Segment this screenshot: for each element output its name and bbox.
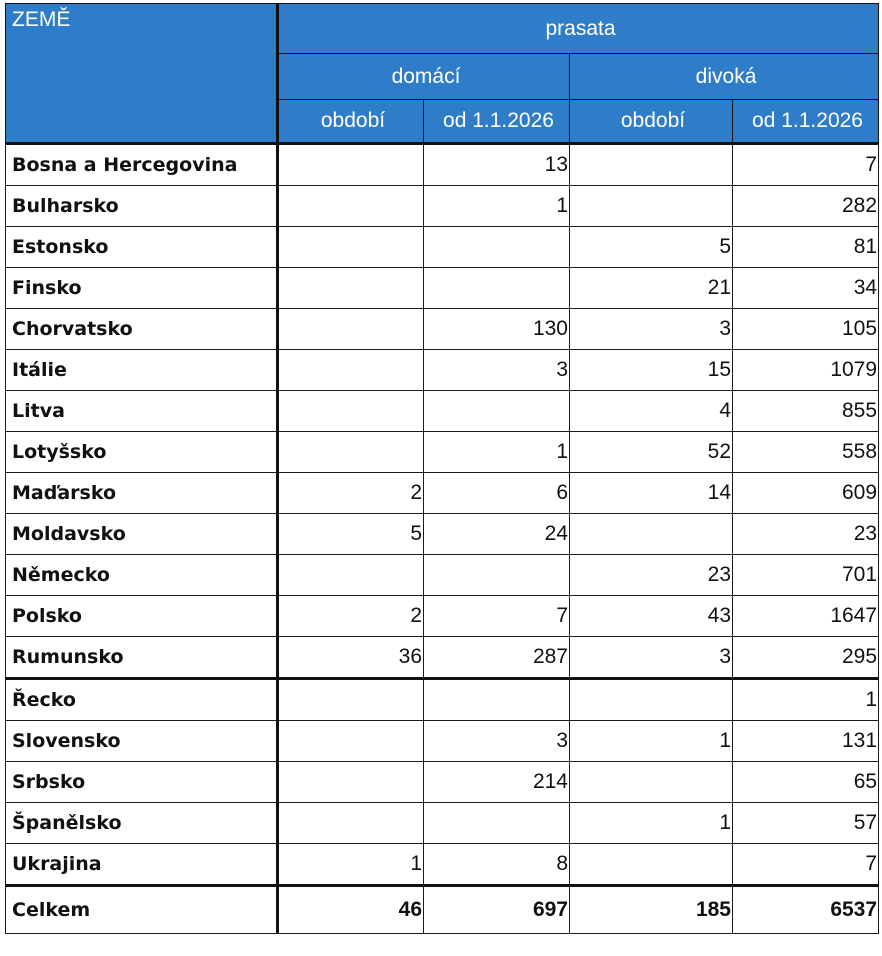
domestic-subgroup-header: domácí [278, 54, 570, 100]
outbreak-table [5, 3, 879, 934]
country-name: Chorvatsko [6, 309, 278, 350]
value-cell: 1647 [733, 596, 879, 637]
value-cell [278, 309, 424, 350]
value-cell: 1079 [733, 350, 879, 391]
value-cell [424, 555, 570, 596]
value-cell: 1 [278, 844, 424, 886]
value-cell: 23 [733, 514, 879, 555]
value-cell [424, 679, 570, 721]
country-name: Slovensko [6, 721, 278, 762]
value-cell [424, 391, 570, 432]
value-cell: 609 [733, 473, 879, 514]
value-cell: 1 [570, 721, 733, 762]
value-cell: 558 [733, 432, 879, 473]
country-name: Rumunsko [6, 637, 278, 679]
wild-subgroup-header: divoká [570, 54, 879, 100]
country-name: Řecko [6, 679, 278, 721]
country-name: Německo [6, 555, 278, 596]
total-row [6, 886, 879, 934]
value-cell: 81 [733, 227, 879, 268]
table-row [6, 514, 879, 555]
value-cell [570, 144, 733, 186]
value-cell [424, 268, 570, 309]
value-cell [278, 227, 424, 268]
total-value-cell: 697 [424, 886, 570, 934]
value-cell: 34 [733, 268, 879, 309]
table-row [6, 762, 879, 803]
country-name: Srbsko [6, 762, 278, 803]
country-name: Maďarsko [6, 473, 278, 514]
value-cell: 105 [733, 309, 879, 350]
value-cell: 287 [424, 637, 570, 679]
value-cell [278, 391, 424, 432]
value-cell: 14 [570, 473, 733, 514]
value-cell [570, 844, 733, 886]
value-cell: 6 [424, 473, 570, 514]
country-name: Estonsko [6, 227, 278, 268]
table-row [6, 679, 879, 721]
table-row [6, 473, 879, 514]
pigs-group-header: prasata [278, 4, 879, 54]
value-cell [278, 762, 424, 803]
value-cell [278, 144, 424, 186]
value-cell: 21 [570, 268, 733, 309]
value-cell [278, 679, 424, 721]
table-row [6, 432, 879, 473]
value-cell: 4 [570, 391, 733, 432]
total-value-cell: 185 [570, 886, 733, 934]
value-cell: 7 [424, 596, 570, 637]
total-value-cell: 46 [278, 886, 424, 934]
table-row [6, 596, 879, 637]
value-cell: 295 [733, 637, 879, 679]
table-row [6, 555, 879, 596]
header-row-group [6, 4, 879, 54]
value-cell: 7 [733, 144, 879, 186]
column-header-domestic-since: od 1.1.2026 [424, 100, 570, 144]
value-cell [278, 268, 424, 309]
value-cell [278, 432, 424, 473]
value-cell: 8 [424, 844, 570, 886]
country-name: Ukrajina [6, 844, 278, 886]
value-cell: 2 [278, 596, 424, 637]
table-row [6, 309, 879, 350]
total-value-cell: 6537 [733, 886, 879, 934]
value-cell: 130 [424, 309, 570, 350]
table-row [6, 803, 879, 844]
table-row [6, 844, 879, 886]
value-cell: 282 [733, 186, 879, 227]
value-cell [278, 721, 424, 762]
table-row [6, 268, 879, 309]
value-cell: 701 [733, 555, 879, 596]
value-cell: 1 [570, 803, 733, 844]
value-cell [424, 227, 570, 268]
value-cell [570, 186, 733, 227]
value-cell [570, 514, 733, 555]
value-cell: 1 [733, 679, 879, 721]
country-name: Bulharsko [6, 186, 278, 227]
column-header-wild-since: od 1.1.2026 [733, 100, 879, 144]
country-name: Finsko [6, 268, 278, 309]
table-row [6, 186, 879, 227]
country-name: Lotyšsko [6, 432, 278, 473]
value-cell: 3 [424, 350, 570, 391]
value-cell: 52 [570, 432, 733, 473]
country-name: Bosna a Hercegovina [6, 144, 278, 186]
country-column-header: ZEMĚ [6, 4, 278, 144]
country-name: Španělsko [6, 803, 278, 844]
table-row [6, 391, 879, 432]
value-cell: 3 [570, 637, 733, 679]
value-cell: 5 [570, 227, 733, 268]
table-row [6, 637, 879, 679]
value-cell: 43 [570, 596, 733, 637]
value-cell: 2 [278, 473, 424, 514]
country-name: Itálie [6, 350, 278, 391]
value-cell: 7 [733, 844, 879, 886]
value-cell: 57 [733, 803, 879, 844]
value-cell: 1 [424, 186, 570, 227]
column-header-wild-period: období [570, 100, 733, 144]
value-cell: 3 [570, 309, 733, 350]
value-cell: 1 [424, 432, 570, 473]
value-cell: 3 [424, 721, 570, 762]
value-cell: 24 [424, 514, 570, 555]
table-row [6, 144, 879, 186]
value-cell: 131 [733, 721, 879, 762]
value-cell: 5 [278, 514, 424, 555]
column-header-domestic-period: období [278, 100, 424, 144]
table-row [6, 721, 879, 762]
value-cell: 23 [570, 555, 733, 596]
country-name: Litva [6, 391, 278, 432]
value-cell: 65 [733, 762, 879, 803]
value-cell [278, 350, 424, 391]
value-cell [278, 803, 424, 844]
country-name: Polsko [6, 596, 278, 637]
value-cell: 15 [570, 350, 733, 391]
value-cell: 855 [733, 391, 879, 432]
value-cell [570, 679, 733, 721]
value-cell [278, 186, 424, 227]
value-cell: 214 [424, 762, 570, 803]
value-cell [424, 803, 570, 844]
country-name: Moldavsko [6, 514, 278, 555]
table-row [6, 227, 879, 268]
table-row [6, 350, 879, 391]
value-cell [278, 555, 424, 596]
value-cell [570, 762, 733, 803]
value-cell: 13 [424, 144, 570, 186]
value-cell: 36 [278, 637, 424, 679]
total-label: Celkem [6, 886, 278, 934]
